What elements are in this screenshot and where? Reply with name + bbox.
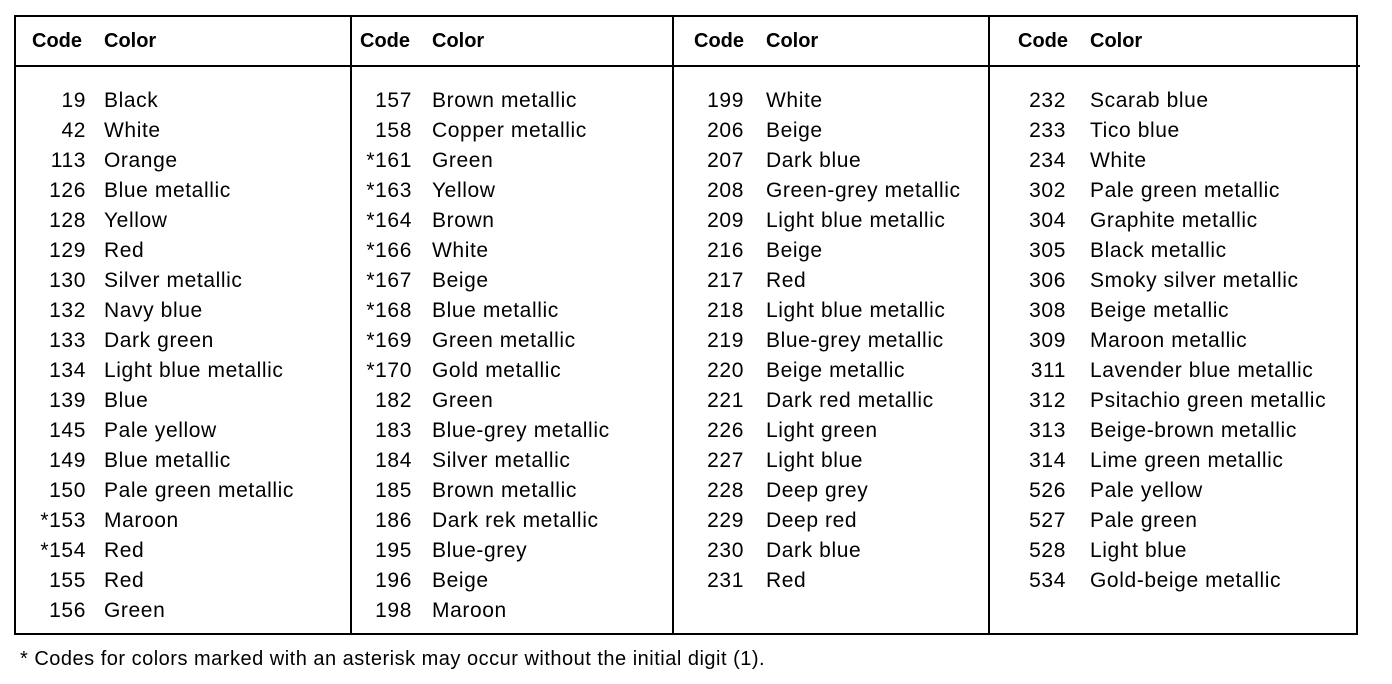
color-code: 217 xyxy=(707,269,744,292)
color-name: Beige xyxy=(432,569,489,592)
color-name: Red xyxy=(104,539,145,562)
color-code: 158 xyxy=(375,119,412,142)
color-code: 209 xyxy=(707,209,744,232)
table-row xyxy=(990,419,1360,449)
color-name: Light blue metallic xyxy=(766,299,946,322)
color-name: Yellow xyxy=(104,209,168,232)
color-code: 198 xyxy=(375,599,412,622)
color-name: Silver metallic xyxy=(432,449,571,472)
color-code: 133 xyxy=(49,329,86,352)
color-code: *154 xyxy=(40,539,86,562)
table-column-2 xyxy=(350,17,674,633)
table-row xyxy=(352,299,674,329)
color-code: 231 xyxy=(707,569,744,592)
color-name: Green xyxy=(432,389,494,412)
table-row xyxy=(674,329,990,359)
color-code: 157 xyxy=(375,89,412,112)
table-row xyxy=(16,119,350,149)
color-code: 130 xyxy=(49,269,86,292)
table-row xyxy=(990,179,1360,209)
table-row xyxy=(674,209,990,239)
row-list xyxy=(16,89,350,629)
color-name: Scarab blue xyxy=(1090,89,1209,112)
table-row xyxy=(352,179,674,209)
table-row xyxy=(990,239,1360,269)
color-code: *167 xyxy=(366,269,412,292)
table-row xyxy=(352,569,674,599)
color-code: 208 xyxy=(707,179,744,202)
table-row xyxy=(352,239,674,269)
color-name: Blue-grey metallic xyxy=(432,419,610,442)
color-name: Black metallic xyxy=(1090,239,1227,262)
color-code: 311 xyxy=(1030,359,1066,382)
color-name: Light blue xyxy=(766,449,864,472)
color-name: Green xyxy=(432,149,494,172)
color-name: Beige xyxy=(766,119,823,142)
table-row xyxy=(352,479,674,509)
color-code: 150 xyxy=(49,479,86,502)
color-code: 216 xyxy=(707,239,744,262)
color-code: 229 xyxy=(707,509,744,532)
table-row xyxy=(352,449,674,479)
color-code: 126 xyxy=(49,179,86,202)
table-row xyxy=(990,89,1360,119)
column-header xyxy=(352,17,674,67)
color-code: 528 xyxy=(1029,539,1066,562)
row-list xyxy=(352,89,674,629)
table-row xyxy=(352,119,674,149)
header-color: Color xyxy=(766,30,819,52)
table-row xyxy=(674,509,990,539)
row-list xyxy=(674,89,990,599)
table-row xyxy=(352,89,674,119)
color-code: *163 xyxy=(366,179,412,202)
color-code: 196 xyxy=(375,569,412,592)
color-name: Deep grey xyxy=(766,479,869,502)
color-code: 134 xyxy=(49,359,86,382)
color-name: Pale yellow xyxy=(104,419,217,442)
table-row xyxy=(990,299,1360,329)
color-name: Pale green metallic xyxy=(104,479,294,502)
color-code: 206 xyxy=(707,119,744,142)
color-name: Maroon xyxy=(432,599,507,622)
table-row xyxy=(16,209,350,239)
header-code: Code xyxy=(694,30,744,52)
color-code: 527 xyxy=(1029,509,1066,532)
table-row xyxy=(990,449,1360,479)
color-name: Brown metallic xyxy=(432,479,577,502)
table-row xyxy=(674,239,990,269)
color-name: Lime green metallic xyxy=(1090,449,1284,472)
color-name: White xyxy=(104,119,161,142)
color-name: Green xyxy=(104,599,166,622)
color-name: Deep red xyxy=(766,509,858,532)
color-name: Light green xyxy=(766,419,878,442)
table-row xyxy=(16,539,350,569)
color-code: 186 xyxy=(375,509,412,532)
color-name: Brown metallic xyxy=(432,89,577,112)
color-name: Blue metallic xyxy=(104,179,231,202)
table-row xyxy=(16,149,350,179)
table-row xyxy=(674,359,990,389)
header-color: Color xyxy=(432,30,485,52)
color-name: Gold-beige metallic xyxy=(1090,569,1282,592)
table-row xyxy=(16,569,350,599)
color-name: Pale green xyxy=(1090,509,1198,532)
color-name: Green-grey metallic xyxy=(766,179,961,202)
table-column-3 xyxy=(672,17,990,633)
table-row xyxy=(352,329,674,359)
color-name: Dark blue xyxy=(766,539,862,562)
color-name: White xyxy=(766,89,823,112)
color-code: 305 xyxy=(1029,239,1066,262)
table-row xyxy=(674,569,990,599)
color-code: 195 xyxy=(375,539,412,562)
table-row xyxy=(990,119,1360,149)
color-name: Red xyxy=(766,269,807,292)
color-name: Blue metallic xyxy=(104,449,231,472)
table-row xyxy=(674,389,990,419)
color-code: 220 xyxy=(707,359,744,382)
table-column-4 xyxy=(988,17,1360,633)
table-row xyxy=(352,509,674,539)
color-code: 199 xyxy=(707,89,744,112)
color-code: 226 xyxy=(707,419,744,442)
color-name: Beige xyxy=(766,239,823,262)
color-name: Maroon xyxy=(104,509,179,532)
color-name: Blue xyxy=(104,389,149,412)
color-name: White xyxy=(432,239,489,262)
table-row xyxy=(990,389,1360,419)
color-name: Silver metallic xyxy=(104,269,243,292)
color-code: *166 xyxy=(366,239,412,262)
header-color: Color xyxy=(1090,30,1143,52)
table-row xyxy=(990,509,1360,539)
table-row xyxy=(352,389,674,419)
table-row xyxy=(674,299,990,329)
color-code: *168 xyxy=(366,299,412,322)
color-code: 309 xyxy=(1029,329,1066,352)
table-row xyxy=(674,419,990,449)
color-name: Pale yellow xyxy=(1090,479,1203,502)
table-row xyxy=(352,209,674,239)
color-name: Light blue xyxy=(1090,539,1188,562)
table-row xyxy=(16,179,350,209)
table-row xyxy=(674,149,990,179)
color-name: Orange xyxy=(104,149,178,172)
color-name: Dark rek metallic xyxy=(432,509,599,532)
header-code: Code xyxy=(1018,30,1068,52)
color-code: 314 xyxy=(1029,449,1066,472)
color-code: 145 xyxy=(49,419,86,442)
table-row xyxy=(352,269,674,299)
color-code: *164 xyxy=(366,209,412,232)
color-name: Blue-grey metallic xyxy=(766,329,944,352)
color-code-table xyxy=(14,15,1358,635)
table-row xyxy=(16,599,350,629)
table-row xyxy=(990,359,1360,389)
table-row xyxy=(16,239,350,269)
table-row xyxy=(674,89,990,119)
color-code: 182 xyxy=(375,389,412,412)
table-row xyxy=(352,149,674,179)
header-color: Color xyxy=(104,30,157,52)
table-row xyxy=(990,209,1360,239)
color-code: 128 xyxy=(49,209,86,232)
color-code: *161 xyxy=(366,149,412,172)
color-name: Maroon metallic xyxy=(1090,329,1248,352)
table-row xyxy=(674,479,990,509)
table-row xyxy=(674,179,990,209)
color-code: 230 xyxy=(707,539,744,562)
color-name: Blue-grey xyxy=(432,539,528,562)
color-name: Black xyxy=(104,89,159,112)
table-row xyxy=(990,269,1360,299)
color-code: 184 xyxy=(375,449,412,472)
color-name: Graphite metallic xyxy=(1090,209,1258,232)
color-name: Psitachio green metallic xyxy=(1090,389,1327,412)
color-code: 526 xyxy=(1029,479,1066,502)
color-name: Copper metallic xyxy=(432,119,587,142)
color-code: 218 xyxy=(707,299,744,322)
color-code: 308 xyxy=(1029,299,1066,322)
table-row xyxy=(16,329,350,359)
color-code: 227 xyxy=(707,449,744,472)
color-name: Gold metallic xyxy=(432,359,562,382)
color-name: Smoky silver metallic xyxy=(1090,269,1299,292)
color-code: 19 xyxy=(61,89,86,112)
color-code: 302 xyxy=(1029,179,1066,202)
color-name: Red xyxy=(766,569,807,592)
color-name: Beige xyxy=(432,269,489,292)
table-row xyxy=(16,479,350,509)
color-code: *170 xyxy=(366,359,412,382)
color-name: Dark red metallic xyxy=(766,389,934,412)
table-row xyxy=(352,599,674,629)
table-row xyxy=(16,359,350,389)
header-code: Code xyxy=(360,30,410,52)
table-row xyxy=(352,419,674,449)
table-row xyxy=(990,539,1360,569)
color-name: Pale green metallic xyxy=(1090,179,1280,202)
table-row xyxy=(352,539,674,569)
color-name: White xyxy=(1090,149,1147,172)
color-code: 139 xyxy=(49,389,86,412)
table-row xyxy=(16,509,350,539)
table-row xyxy=(674,269,990,299)
table-row xyxy=(16,89,350,119)
color-code: 313 xyxy=(1029,419,1066,442)
table-row xyxy=(674,539,990,569)
color-name: Green metallic xyxy=(432,329,576,352)
color-name: Light blue metallic xyxy=(766,209,946,232)
color-code: *153 xyxy=(40,509,86,532)
color-code: 183 xyxy=(375,419,412,442)
color-code: 304 xyxy=(1029,209,1066,232)
color-code: 534 xyxy=(1029,569,1066,592)
table-row xyxy=(990,479,1360,509)
table-row xyxy=(16,269,350,299)
color-name: Brown xyxy=(432,209,495,232)
color-code: 221 xyxy=(707,389,744,412)
table-row xyxy=(674,449,990,479)
color-name: Navy blue xyxy=(104,299,203,322)
column-header xyxy=(16,17,350,67)
color-code: 312 xyxy=(1029,389,1066,412)
color-code: 129 xyxy=(49,239,86,262)
color-code: 149 xyxy=(49,449,86,472)
color-code: 113 xyxy=(50,149,86,172)
color-code: 185 xyxy=(375,479,412,502)
table-row xyxy=(352,359,674,389)
color-code: 228 xyxy=(707,479,744,502)
row-list xyxy=(990,89,1360,599)
color-code: *169 xyxy=(366,329,412,352)
table-row xyxy=(16,389,350,419)
color-code: 306 xyxy=(1029,269,1066,292)
column-header xyxy=(990,17,1360,67)
color-code: 233 xyxy=(1029,119,1066,142)
color-name: Blue metallic xyxy=(432,299,559,322)
table-row xyxy=(674,119,990,149)
color-name: Light blue metallic xyxy=(104,359,284,382)
color-code: 234 xyxy=(1029,149,1066,172)
table-row xyxy=(990,149,1360,179)
color-code: 156 xyxy=(49,599,86,622)
color-name: Beige-brown metallic xyxy=(1090,419,1297,442)
color-code: 219 xyxy=(707,329,744,352)
column-header xyxy=(674,17,990,67)
color-name: Red xyxy=(104,239,145,262)
table-row xyxy=(16,449,350,479)
color-code: 207 xyxy=(707,149,744,172)
color-name: Lavender blue metallic xyxy=(1090,359,1314,382)
color-code: 232 xyxy=(1029,89,1066,112)
color-name: Tico blue xyxy=(1090,119,1180,142)
color-code: 132 xyxy=(49,299,86,322)
table-column-1 xyxy=(16,17,350,633)
color-name: Beige metallic xyxy=(766,359,906,382)
table-row xyxy=(16,419,350,449)
color-code: 42 xyxy=(61,119,86,142)
color-name: Dark green xyxy=(104,329,214,352)
header-code: Code xyxy=(32,30,82,52)
color-name: Yellow xyxy=(432,179,496,202)
color-name: Beige metallic xyxy=(1090,299,1230,322)
color-name: Red xyxy=(104,569,145,592)
table-row xyxy=(990,329,1360,359)
table-row xyxy=(16,299,350,329)
table-row xyxy=(990,569,1360,599)
footnote: * Codes for colors marked with an asterisk may occur without the initial digit (1). xyxy=(20,648,766,670)
color-name: Dark blue xyxy=(766,149,862,172)
color-code: 155 xyxy=(49,569,86,592)
